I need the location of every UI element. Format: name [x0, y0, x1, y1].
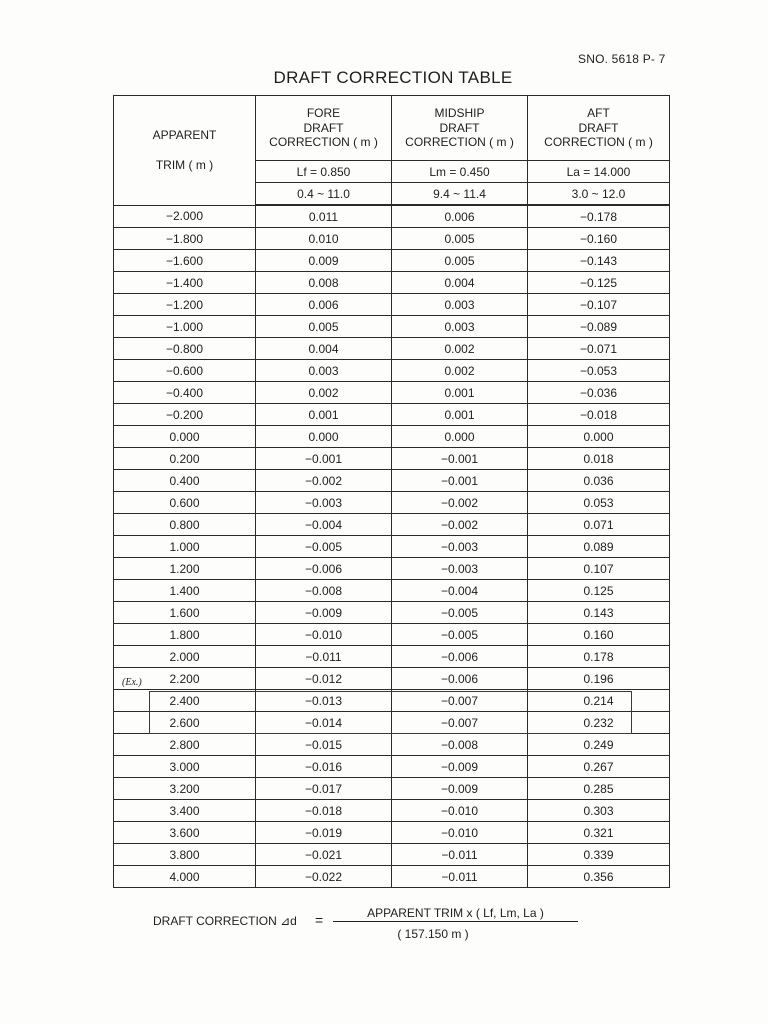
fore-cell: −0.006 [256, 558, 392, 580]
formula-lhs: DRAFT CORRECTION ⊿d [153, 914, 297, 928]
trim-cell: 4.000 [114, 866, 256, 888]
fore-cell: −0.005 [256, 536, 392, 558]
sheet-number: SNO. 5618 P- 7 [578, 52, 666, 66]
table-row [114, 382, 670, 404]
table-row [114, 866, 670, 888]
table-row [114, 514, 670, 536]
aft-cell: 0.285 [528, 778, 670, 800]
table-row [114, 668, 670, 690]
aft-cell: 0.339 [528, 844, 670, 866]
table-row [114, 712, 670, 734]
aft-cell: −0.036 [528, 382, 670, 404]
trim-cell: 3.000 [114, 756, 256, 778]
table-row [114, 602, 670, 624]
mid-cell: −0.008 [392, 734, 528, 756]
page-title: DRAFT CORRECTION TABLE [273, 68, 513, 87]
trim-cell: −2.000 [114, 205, 256, 228]
table-row [114, 316, 670, 338]
trim-cell: 3.200 [114, 778, 256, 800]
trim-cell: −0.400 [114, 382, 256, 404]
table-row [114, 580, 670, 602]
aft-cell: 0.160 [528, 624, 670, 646]
table-body [114, 205, 670, 888]
fore-cell: 0.009 [256, 250, 392, 272]
mid-cell: −0.011 [392, 844, 528, 866]
mid-cell: 0.003 [392, 316, 528, 338]
table-row [114, 536, 670, 558]
trim-cell: −0.200 [114, 404, 256, 426]
aft-cell: −0.143 [528, 250, 670, 272]
formula-numerator: APPARENT TRIM x ( Lf, Lm, La ) [367, 906, 544, 920]
mid-cell: −0.007 [392, 712, 528, 734]
mid-cell: −0.001 [392, 448, 528, 470]
aft-cell: 0.196 [528, 668, 670, 690]
trim-cell: 3.800 [114, 844, 256, 866]
fore-cell: 0.004 [256, 338, 392, 360]
table-row [114, 822, 670, 844]
trim-cell: 2.200 [114, 668, 256, 690]
aft-cell: 0.053 [528, 492, 670, 514]
trim-cell: −0.600 [114, 360, 256, 382]
fore-cell: 0.005 [256, 316, 392, 338]
fore-cell: −0.003 [256, 492, 392, 514]
mid-cell: 0.005 [392, 250, 528, 272]
fore-cell: 0.003 [256, 360, 392, 382]
table-row [114, 448, 670, 470]
trim-cell: 2.400 [114, 690, 256, 712]
aft-cell: 0.321 [528, 822, 670, 844]
header-aft-l2: DRAFT [578, 120, 619, 135]
aft-cell: 0.249 [528, 734, 670, 756]
fore-cell: −0.017 [256, 778, 392, 800]
mid-cell: −0.009 [392, 778, 528, 800]
draft-correction-formula [153, 906, 593, 946]
aft-cell: 0.214 [528, 690, 670, 712]
trim-cell: −0.800 [114, 338, 256, 360]
aft-cell: 0.018 [528, 448, 670, 470]
fore-cell: 0.001 [256, 404, 392, 426]
fore-cell: −0.013 [256, 690, 392, 712]
aft-cell: 0.143 [528, 602, 670, 624]
aft-cell: 0.178 [528, 646, 670, 668]
fore-cell: −0.012 [256, 668, 392, 690]
trim-cell: 0.000 [114, 426, 256, 448]
table-row [114, 646, 670, 668]
mid-range: 9.4 ~ 11.4 [392, 183, 528, 206]
aft-cell: 0.000 [528, 426, 670, 448]
trim-cell: 2.000 [114, 646, 256, 668]
trim-cell: 0.400 [114, 470, 256, 492]
trim-cell: −1.000 [114, 316, 256, 338]
table-row [114, 360, 670, 382]
fore-cell: 0.006 [256, 294, 392, 316]
mid-cell: −0.005 [392, 624, 528, 646]
trim-cell: 0.200 [114, 448, 256, 470]
fore-cell: 0.011 [256, 205, 392, 228]
table-row [114, 205, 670, 228]
table-row [114, 426, 670, 448]
trim-cell: 1.400 [114, 580, 256, 602]
table-row [114, 294, 670, 316]
fore-cell: −0.022 [256, 866, 392, 888]
fore-cell: −0.016 [256, 756, 392, 778]
aft-cell: 0.036 [528, 470, 670, 492]
trim-cell: 2.600 [114, 712, 256, 734]
fore-cell: −0.004 [256, 514, 392, 536]
aft-cell: −0.160 [528, 228, 670, 250]
header-fore-l2: DRAFT [303, 120, 344, 135]
lf-value: Lf = 0.850 [256, 161, 392, 183]
mid-cell: −0.002 [392, 514, 528, 536]
table-row [114, 756, 670, 778]
aft-cell: 0.071 [528, 514, 670, 536]
example-note: (Ex.) [122, 677, 142, 688]
mid-cell: 0.005 [392, 228, 528, 250]
aft-cell: −0.107 [528, 294, 670, 316]
header-fore-l1: FORE [306, 106, 341, 121]
header-fore [256, 96, 392, 161]
fore-cell: −0.018 [256, 800, 392, 822]
table-row [114, 272, 670, 294]
aft-cell: 0.356 [528, 866, 670, 888]
table-row [114, 690, 670, 712]
aft-cell: 0.267 [528, 756, 670, 778]
header-fore-l3: CORRECTION ( m ) [269, 135, 378, 150]
mid-cell: −0.010 [392, 822, 528, 844]
trim-cell: −1.400 [114, 272, 256, 294]
trim-cell: −1.200 [114, 294, 256, 316]
mid-cell: −0.003 [392, 536, 528, 558]
mid-cell: −0.002 [392, 492, 528, 514]
aft-cell: 0.089 [528, 536, 670, 558]
header-apparent-trim [114, 96, 256, 206]
table-row [114, 470, 670, 492]
mid-cell: 0.006 [392, 205, 528, 228]
table-row [114, 800, 670, 822]
header-aft [528, 96, 670, 161]
fore-cell: −0.015 [256, 734, 392, 756]
table-row [114, 778, 670, 800]
header-trim-label: TRIM ( m ) [155, 158, 214, 173]
mid-cell: 0.003 [392, 294, 528, 316]
mid-cell: −0.011 [392, 866, 528, 888]
mid-cell: 0.001 [392, 382, 528, 404]
table-row [114, 338, 670, 360]
aft-cell: −0.125 [528, 272, 670, 294]
trim-cell: 1.600 [114, 602, 256, 624]
fore-cell: −0.019 [256, 822, 392, 844]
aft-cell: −0.071 [528, 338, 670, 360]
formula-fraction-bar [333, 921, 578, 922]
aft-cell: 0.125 [528, 580, 670, 602]
table-row [114, 228, 670, 250]
fore-cell: 0.010 [256, 228, 392, 250]
fore-cell: −0.014 [256, 712, 392, 734]
table-row [114, 624, 670, 646]
aft-cell: 0.303 [528, 800, 670, 822]
mid-cell: −0.006 [392, 646, 528, 668]
mid-cell: 0.000 [392, 426, 528, 448]
fore-cell: 0.002 [256, 382, 392, 404]
lm-value: Lm = 0.450 [392, 161, 528, 183]
header-mid-l3: CORRECTION ( m ) [405, 135, 514, 150]
formula-equals: = [315, 912, 324, 928]
fore-range: 0.4 ~ 11.0 [256, 183, 392, 206]
trim-cell: 0.600 [114, 492, 256, 514]
aft-cell: −0.053 [528, 360, 670, 382]
fore-cell: −0.011 [256, 646, 392, 668]
header-aft-l3: CORRECTION ( m ) [544, 135, 653, 150]
aft-cell: −0.018 [528, 404, 670, 426]
header-aft-l1: AFT [587, 106, 610, 121]
trim-cell: 1.200 [114, 558, 256, 580]
trim-cell: 1.000 [114, 536, 256, 558]
aft-cell: 0.232 [528, 712, 670, 734]
mid-cell: −0.004 [392, 580, 528, 602]
aft-range: 3.0 ~ 12.0 [528, 183, 670, 206]
mid-cell: −0.001 [392, 470, 528, 492]
mid-cell: −0.010 [392, 800, 528, 822]
trim-cell: −1.600 [114, 250, 256, 272]
la-value: La = 14.000 [528, 161, 670, 183]
mid-cell: −0.005 [392, 602, 528, 624]
trim-cell: −1.800 [114, 228, 256, 250]
table-row [114, 492, 670, 514]
formula-denominator: ( 157.150 m ) [397, 927, 469, 941]
trim-cell: 0.800 [114, 514, 256, 536]
draft-correction-table [113, 95, 670, 888]
mid-cell: 0.002 [392, 360, 528, 382]
aft-cell: −0.089 [528, 316, 670, 338]
header-mid-l1: MIDSHIP [434, 106, 485, 121]
header-mid-l2: DRAFT [439, 120, 480, 135]
table-row [114, 734, 670, 756]
trim-cell: 3.400 [114, 800, 256, 822]
mid-cell: −0.009 [392, 756, 528, 778]
mid-cell: −0.003 [392, 558, 528, 580]
trim-cell: 1.800 [114, 624, 256, 646]
fore-cell: 0.000 [256, 426, 392, 448]
trim-cell: 3.600 [114, 822, 256, 844]
fore-cell: 0.008 [256, 272, 392, 294]
mid-cell: 0.002 [392, 338, 528, 360]
header-midship [392, 96, 528, 161]
table-row [114, 844, 670, 866]
aft-cell: 0.107 [528, 558, 670, 580]
table-row [114, 250, 670, 272]
fore-cell: −0.002 [256, 470, 392, 492]
mid-cell: −0.006 [392, 668, 528, 690]
table-row [114, 404, 670, 426]
header-apparent-label: APPARENT [152, 127, 217, 142]
fore-cell: −0.008 [256, 580, 392, 602]
fore-cell: −0.001 [256, 448, 392, 470]
trim-cell: 2.800 [114, 734, 256, 756]
mid-cell: 0.004 [392, 272, 528, 294]
fore-cell: −0.010 [256, 624, 392, 646]
aft-cell: −0.178 [528, 205, 670, 228]
fore-cell: −0.021 [256, 844, 392, 866]
table-row [114, 558, 670, 580]
mid-cell: 0.001 [392, 404, 528, 426]
fore-cell: −0.009 [256, 602, 392, 624]
mid-cell: −0.007 [392, 690, 528, 712]
